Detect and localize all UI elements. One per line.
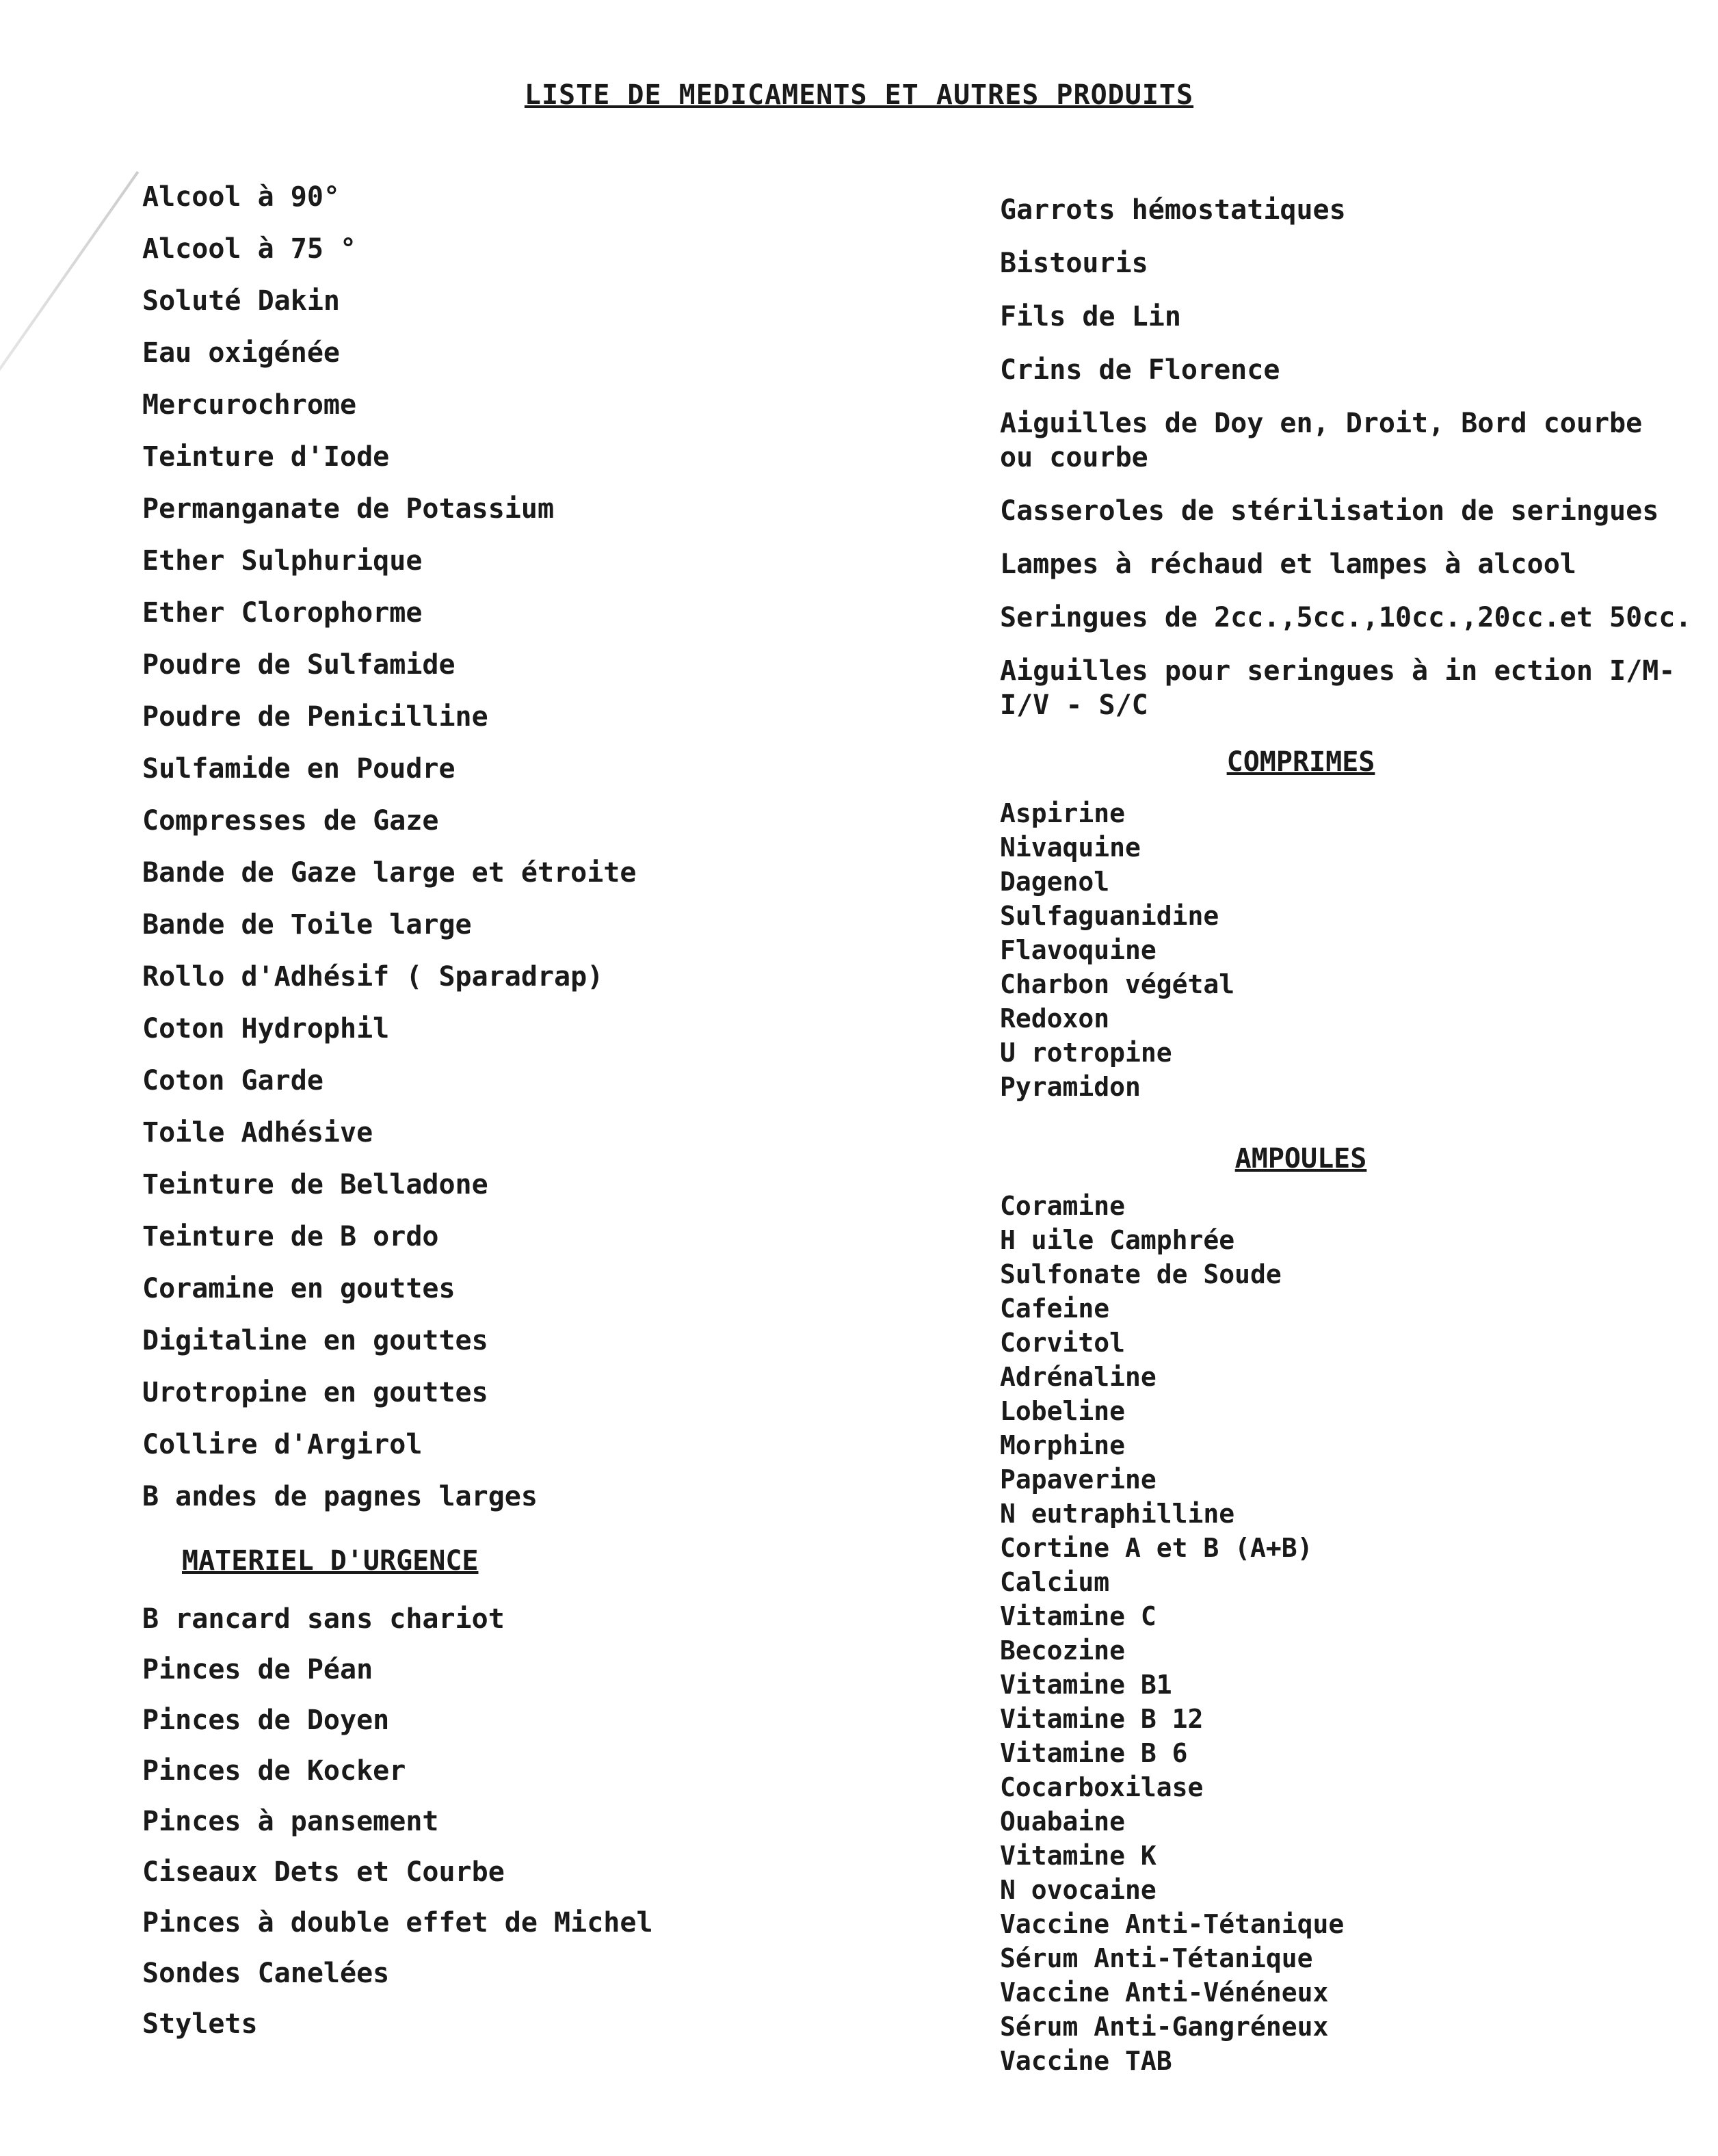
list-item: Flavoquine <box>1000 935 1157 965</box>
list-item: Ether Sulphurique <box>142 545 423 577</box>
list-item: Bande de Toile large <box>142 909 472 941</box>
list-item: Pinces de Doyen <box>142 1705 390 1736</box>
list-item: Lampes à réchaud et lampes à alcool <box>1000 549 1576 580</box>
comprimes-heading: COMPRIMES <box>1226 746 1375 778</box>
right-column <box>1000 193 1697 2078</box>
list-item: Pinces de Péan <box>142 1654 373 1685</box>
list-item: N eutraphilline <box>1000 1499 1235 1529</box>
list-item: Cafeine <box>1000 1293 1110 1324</box>
list-item: Casseroles de stérilisation de seringues <box>1000 495 1659 527</box>
list-item: Bistouris <box>1000 248 1148 279</box>
list-item: Teinture de Belladone <box>142 1169 488 1200</box>
list-item: Adrénaline <box>1000 1362 1157 1392</box>
list-item: Corvitol <box>1000 1328 1126 1358</box>
list-item: Ether Clorophorme <box>142 597 423 629</box>
comprimes-list <box>1000 796 1697 1104</box>
list-item: Compresses de Gaze <box>142 805 439 837</box>
list-item: Digitaline en gouttes <box>142 1325 488 1356</box>
materiel-urgence-heading: MATERIEL D'URGENCE <box>182 1545 479 1577</box>
list-item: Pinces à pansement <box>142 1806 439 1837</box>
list-item: Vitamine K <box>1000 1841 1157 1871</box>
list-item: Coton Garde <box>142 1065 323 1096</box>
list-item: Sulfamide en Poudre <box>142 753 455 785</box>
list-item: Vitamine B1 <box>1000 1670 1172 1700</box>
list-item: Poudre de Penicilline <box>142 701 488 733</box>
list-item: Alcool à 75 ° <box>142 233 357 265</box>
list-item: Vaccine Anti-Vénéneux <box>1000 1977 1329 2008</box>
left-column <box>142 171 895 2049</box>
instruments-list <box>1000 193 1697 722</box>
list-item: Teinture d'Iode <box>142 441 390 473</box>
list-item: Aspirine <box>1000 798 1126 828</box>
list-item: Teinture de B ordo <box>142 1221 439 1252</box>
list-item: Coramine en gouttes <box>142 1273 455 1304</box>
materiel-urgence-list <box>142 1594 895 2049</box>
list-item: Permanganate de Potassium <box>142 493 555 525</box>
list-item: Pinces de Kocker <box>142 1755 406 1787</box>
list-item: Stylets <box>142 2008 258 2040</box>
list-item: Poudre de Sulfamide <box>142 649 455 681</box>
list-item: U rotropine <box>1000 1038 1172 1068</box>
medication-list <box>142 171 895 1523</box>
list-item: Urotropine en gouttes <box>142 1377 488 1408</box>
list-item: Sérum Anti-Tétanique <box>1000 1943 1313 1973</box>
list-item: Morphine <box>1000 1430 1126 1460</box>
list-item: Vaccine Anti-Tétanique <box>1000 1909 1345 1939</box>
list-item: Seringues de 2cc.,5cc.,10cc.,20cc.et 50cc. <box>1000 602 1692 633</box>
list-item: Alcool à 90° <box>142 181 340 213</box>
list-item: Rollo d'Adhésif ( Sparadrap) <box>142 961 604 992</box>
list-item: Calcium <box>1000 1567 1110 1597</box>
list-item: Aiguilles pour seringues à in ection I/M- I/V - S/C <box>1000 655 1676 721</box>
list-item: B rancard sans chariot <box>142 1603 505 1635</box>
list-item: Nivaquine <box>1000 832 1141 863</box>
list-item: Ciseaux Dets et Courbe <box>142 1856 505 1888</box>
list-item: Aiguilles de Doy en, Droit, Bord courbe ou courbe <box>1000 408 1643 473</box>
list-item: Sulfonate de Soude <box>1000 1259 1282 1289</box>
list-item: Crins de Florence <box>1000 354 1280 386</box>
list-item: Bande de Gaze large et étroite <box>142 857 637 889</box>
list-item: Ouabaine <box>1000 1806 1126 1837</box>
list-item: Toile Adhésive <box>142 1117 373 1148</box>
list-item: Sérum Anti-Gangréneux <box>1000 2012 1329 2042</box>
list-item: Coton Hydrophil <box>142 1013 390 1044</box>
list-item: Cocarboxilase <box>1000 1772 1204 1802</box>
list-item: Garrots hémostatiques <box>1000 194 1346 226</box>
list-item: Pinces à double effet de Michel <box>142 1907 653 1938</box>
list-item: Lobeline <box>1000 1396 1126 1426</box>
list-item: B andes de pagnes larges <box>142 1481 538 1512</box>
list-item: N ovocaine <box>1000 1875 1157 1905</box>
list-item: Redoxon <box>1000 1003 1110 1034</box>
list-item: Eau oxigénée <box>142 337 340 369</box>
list-item: Sondes Canelées <box>142 1958 390 1989</box>
ink-smudge <box>0 171 139 576</box>
list-item: H uile Camphrée <box>1000 1225 1235 1255</box>
list-item: Vitamine C <box>1000 1601 1157 1631</box>
list-item: Mercurochrome <box>142 389 357 421</box>
list-item: Vitamine B 6 <box>1000 1738 1188 1768</box>
list-item: Vaccine TAB <box>1000 2046 1172 2076</box>
list-item: Vitamine B 12 <box>1000 1704 1204 1734</box>
list-item: Becozine <box>1000 1635 1126 1666</box>
list-item: Pyramidon <box>1000 1072 1141 1102</box>
page-title: LISTE DE MEDICAMENTS ET AUTRES PRODUITS <box>524 79 1194 111</box>
list-item: Sulfaguanidine <box>1000 901 1219 931</box>
list-item: Dagenol <box>1000 867 1110 897</box>
ampoules-heading: AMPOULES <box>1234 1143 1367 1174</box>
list-item: Charbon végétal <box>1000 969 1235 999</box>
list-item: Papaverine <box>1000 1464 1157 1495</box>
list-item: Soluté Dakin <box>142 285 340 317</box>
list-item: Fils de Lin <box>1000 301 1181 332</box>
list-item: Collire d'Argirol <box>142 1429 423 1460</box>
list-item: Cortine A et B (A+B) <box>1000 1533 1313 1563</box>
list-item: Coramine <box>1000 1191 1126 1221</box>
ampoules-list <box>1000 1189 1697 2078</box>
